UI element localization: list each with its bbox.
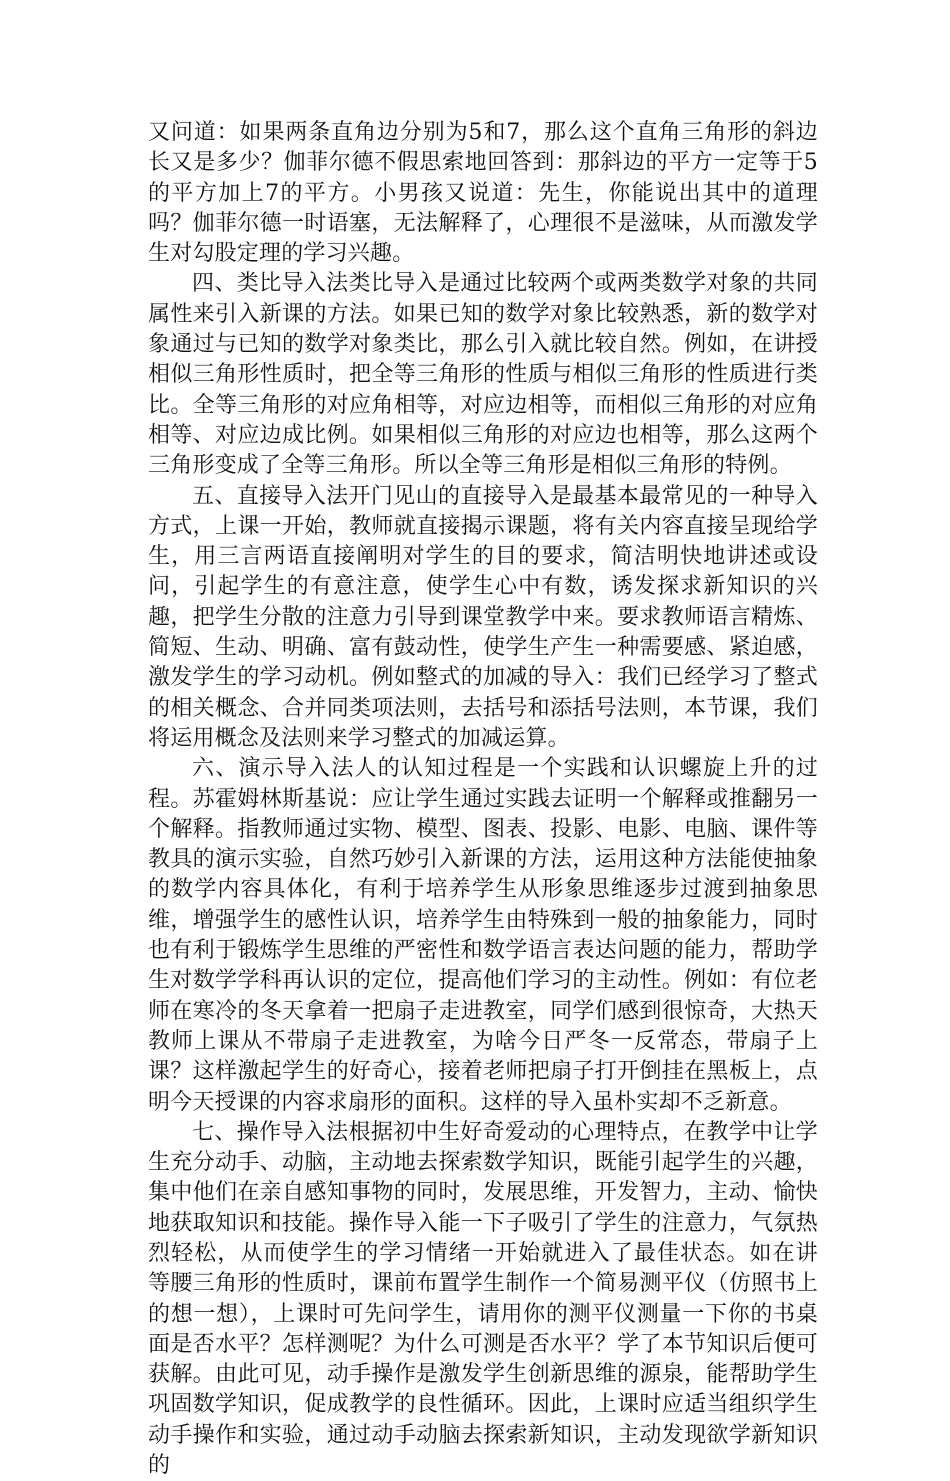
paragraph-analogy-method: 四、类比导入法类比导入是通过比较两个或两类数学对象的共同属性来引入新课的方法。如果已知的数学对象比较熟悉，新的数学对象通过与已知的数学对象类比，那么引入就比较自然。例如，在讲授相似三角形性质时，把全等三角形的性质与相似三角形的性质进行类比。全等三角形的对应角相等，对应边相等，而相似三角形的对应角相等、对应边成比例。如果相似三角形的对应边也相等，那么这两个三角形变成了全等三角形。所以全等三角形是相似三角形的特例。 — [148, 271, 818, 479]
paragraph-operation-method: 七、操作导入法根据初中生好奇爱动的心理特点，在教学中让学生充分动手、动脑，主动地去探索数学知识，既能引起学生的兴趣，集中他们在亲自感知事物的同时，发展思维，开发智力，主动、愉快地获取知识和技能。操作导入能一下子吸引了学生的注意力，气氛热烈轻松，从而使学生的学习情绪一开始就进入了最佳状态。如在讲 等腰三角形的性质时，课前布置学生制作一个简易测平仪（仿照书上的想一想），上课时可先问学生，请用你的测平仪测量一下你的书桌面是否水平？怎样测呢？为什么可测是否水平？学了本节知识后便可获解。由此可见，动手操作是激发学生创新思维的源泉，能帮助学生巩固数学知识，促成教学的良性循环。因此，上课时应适当组织学生动手操作和实验，通过动手动脑去探索新知识，主动发现欲学新知识的 — [148, 1119, 818, 1479]
paragraph-continuation: 又问道：如果两条直角边分别为5和7，那么这个直角三角形的斜边长又是多少？伽菲尔德不假思索地回答到：那斜边的平方一定等于5的平方加上7的平方。小男孩又说道：先生，你能说出其中的道理吗？伽菲尔德一时语塞，无法解释了，心理很不是滋味，从而激发学生对勾股定理的学习兴趣。 — [148, 120, 818, 267]
document-body — [148, 118, 818, 1481]
paragraph-demonstration-method: 六、演示导入法人的认知过程是一个实践和认识螺旋上升的过程。苏霍姆林斯基说：应让学生通过实践去证明一个解释或推翻另一个解释。指教师通过实物、模型、图表、投影、电影、电脑、课件等教具的演示实验，自然巧妙引入新课的方法，运用这种方法能使抽象的数学内容具体化，有利于培养学生从形象思维逐步过渡到抽象思维，增强学生的感性认识，培养学生由特殊到一般的抽象能力，同时也有利于锻炼学生思维的严密性和数学语言表达问题的能力，帮助学生对数学学科再认识的定位，提高他们学习的主动性。例如：有位老师在寒冷的冬天拿着一把扇子走进教室，同学们感到很惊奇，大热天教师上课从不带扇子走进教室，为啥今日严冬一反常态，带扇子上课？这样激起学生的好奇心，接着老师把扇子打开倒挂在黑板上，点明今天授课的内容求扇形的面积。这样的导入虽朴实却不乏新意。 — [148, 756, 818, 1115]
paragraph-direct-method: 五、直接导入法开门见山的直接导入是最基本最常见的一种导入方式，上课一开始，教师就直接揭示课题，将有关内容直接呈现给学生，用三言两语直接阐明对学生的目的要求，简洁明快地讲述或设问，引起学生的有意注意，使学生心中有数，诱发探求新知识的兴趣，把学生分散的注意力引导到课堂教学中来。要求教师语言精炼、简短、生动、明确、富有鼓动性，使学生产生一种需要感、紧迫感，激发学生的学习动机。例如整式的加减的导入：我们已经学习了整式的相关概念、合并同类项法则，去括号和添括号法则，本节课，我们将运用概念及法则来学习整式的加减运算。 — [148, 483, 818, 751]
